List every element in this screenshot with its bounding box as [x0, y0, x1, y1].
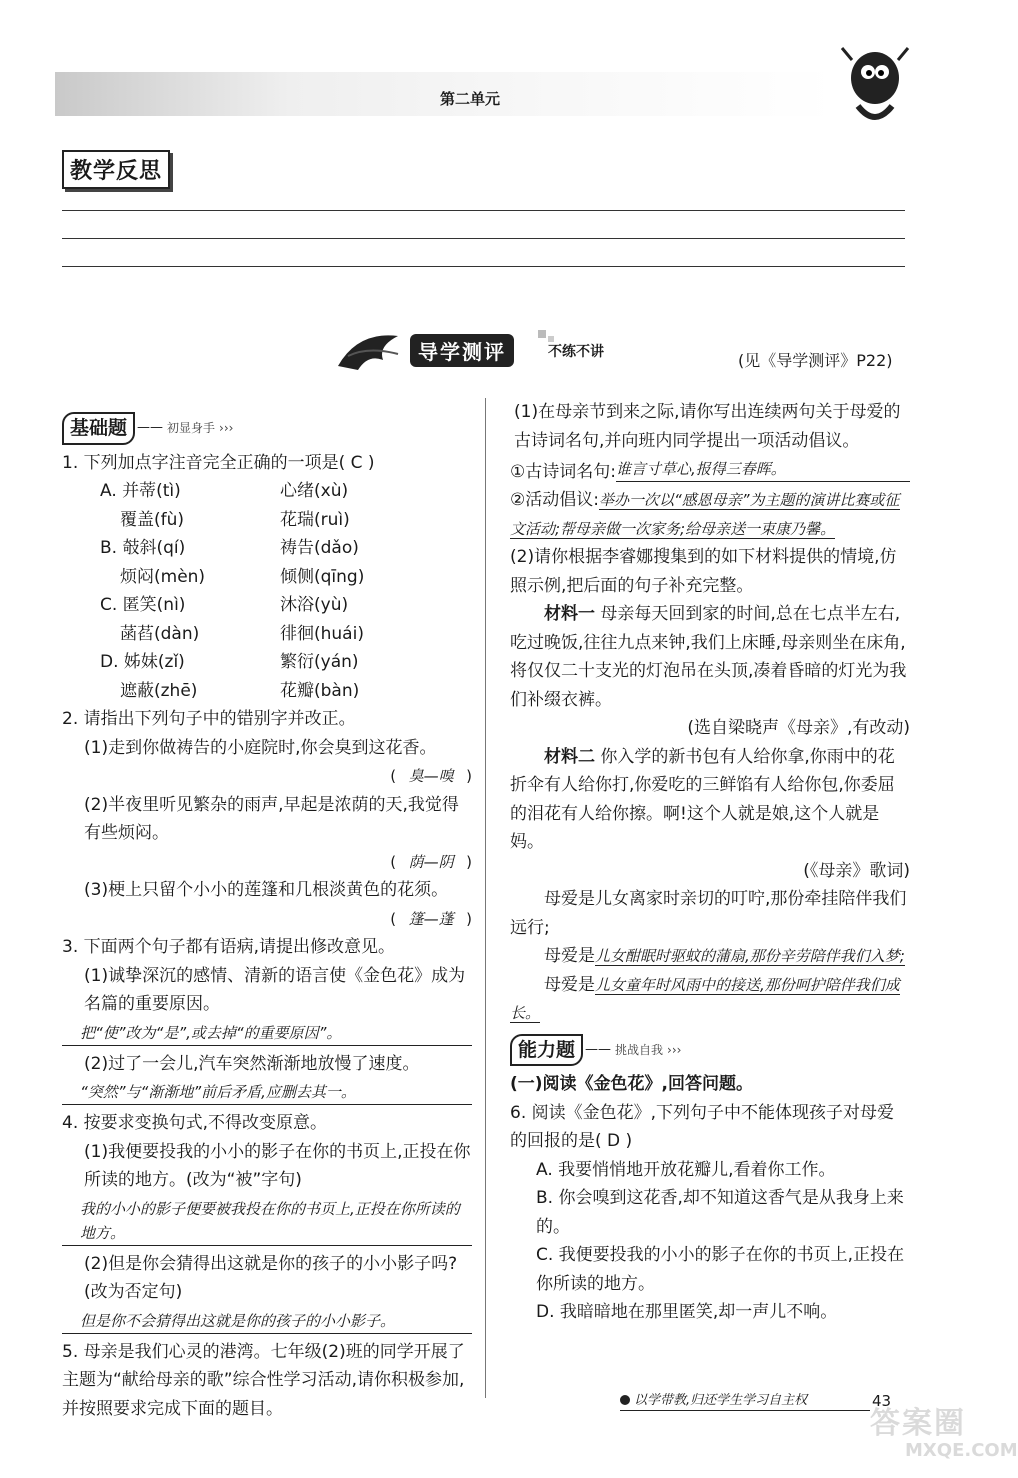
question-6: 6. 阅读《金色花》,下列句子中不能体现孩子对母爱的回报的是( D )	[510, 1102, 895, 1151]
q5-sub-2: (2)请你根据李睿娜搜集到的如下材料提供的情境,仿照示例,把后面的句子补充完整。	[510, 547, 897, 596]
material-1: 材料一 母亲每天回到家的时间,总在七点半左右,吃过晚饭,往往九点来钟,我们上床睡,母亲则坐在床角,将仅仅二十支光的灯泡吊在头顶,凑着昏暗的灯光为我们补缀衣裤。	[510, 604, 907, 710]
footer-slogan: 以学带教,归还学生学习自主权	[634, 1393, 808, 1408]
option-row: C. 匿笑(nì) 沐浴(yù)	[100, 595, 349, 615]
section-dash: ——	[585, 1041, 612, 1057]
q2-sentence-3: (3)梗上只留个小小的莲篷和几根淡黄色的花须。	[84, 880, 449, 900]
mascot-icon	[840, 40, 910, 130]
banner-reference: (见《导学测评》P22)	[738, 351, 893, 370]
option-row: 菡萏(dàn) 徘徊(huái)	[120, 623, 364, 644]
q5-poem-label: ①古诗词名句:	[510, 461, 616, 482]
option-row: 覆盖(fù) 花瑞(ruì)	[120, 509, 350, 530]
q2-answer-2[interactable]: ( 荫—阴 )	[390, 852, 472, 871]
q5-proposal-row	[510, 486, 910, 543]
material-2: 材料二 你入学的新书包有人给你拿,你雨中的花折伞有人给你打,你爱吃的三鲜馅有人给你包,你委屈的泪花有人给你擦。啊!这个人就是娘,这个人就是妈。	[510, 746, 895, 852]
q3-sentence-2: (2)过了一会儿,汽车突然渐渐地放慢了速度。	[84, 1053, 420, 1074]
section-heading-basic	[62, 412, 472, 445]
page-number: 43	[872, 1392, 892, 1410]
q3-answer-1[interactable]: 把“使”改为“是”,或去掉“的重要原因”。	[62, 1021, 472, 1046]
q5-proposal-label: ②活动倡议:	[510, 490, 599, 510]
writing-line[interactable]	[62, 266, 905, 267]
unit-title: 第二单元	[440, 90, 501, 108]
q5-poem-answer[interactable]: 谁言寸草心,报得三春晖。	[616, 457, 910, 482]
option-row: B. 攲斜(qí) 祷告(dǎo)	[100, 538, 359, 558]
writing-line[interactable]	[62, 210, 905, 211]
q2-answer-3[interactable]: ( 篷—蓬 )	[390, 909, 472, 928]
question-4: 4. 按要求变换句式,不得改变原意。	[62, 1113, 328, 1133]
q2-sentence-1: (1)走到你做祷告的小庭院时,你会臭到这花香。	[84, 737, 437, 758]
footer-line	[620, 1410, 870, 1411]
section-subtitle: 初显身手	[167, 421, 216, 435]
bullet-icon	[620, 1395, 630, 1405]
watermark-logo: 答案圈	[870, 1406, 966, 1441]
question-3: 3. 下面两个句子都有语病,请提出修改意见。	[62, 937, 396, 957]
q4-sentence-1: (1)我便要投我的小小的影子在你的书页上,正投在你所读的地方。(改为“被”字句)	[84, 1141, 471, 1190]
q2-answer-1[interactable]: ( 臭—嗅 )	[390, 767, 472, 785]
left-column	[62, 410, 472, 1423]
material-2-source: (《母亲》歌词)	[803, 860, 910, 881]
right-column	[510, 398, 910, 1327]
question-2: 2. 请指出下列句子中的错别字并改正。	[62, 709, 356, 729]
fill-sentence-2: 母爱是儿女童年时风雨中的接送,那份呵护陪伴我们成长。	[510, 974, 900, 1022]
chevrons-icon: ›››	[667, 1042, 682, 1057]
fill-sentence-1: 母爱是儿女酣眠时驱蚊的蒲扇,那份辛劳陪伴我们入梦;	[544, 946, 905, 966]
section-heading-ability	[510, 1034, 910, 1067]
q6-option-c: C. 我便要投我的小小的影子在你的书页上,正投在你所读的地方。	[536, 1245, 905, 1294]
option-row: 遮蔽(zhē) 花瓣(bàn)	[120, 680, 360, 701]
question-5: 5. 母亲是我们心灵的港湾。七年级(2)班的同学开展了主题为“献给母亲的歌”综合性学习活动,请你积极参加,并按照要求完成下面的题目。	[62, 1341, 465, 1419]
q6-option-a: A. 我要悄悄地开放花瓣儿,看着你工作。	[536, 1159, 836, 1180]
section-subtitle: 挑战自我	[615, 1042, 664, 1057]
question-1: 1. 下列加点字注音完全正确的一项是( C )	[62, 452, 375, 473]
q5-poem-row	[510, 455, 910, 486]
q3-sentence-1: (1)诚挚深沉的感情、清新的语言使《金色花》成为名篇的重要原因。	[84, 965, 466, 1014]
column-divider	[485, 398, 486, 1398]
option-row: D. 姊妹(zǐ) 繁衍(yán)	[100, 652, 359, 672]
section-dash: ——	[137, 420, 164, 435]
watermark-url: MXQE.COM	[905, 1440, 1018, 1461]
chevrons-icon: ›››	[219, 421, 234, 435]
material-1-source: (选自梁晓声《母亲》,有改动)	[687, 718, 910, 738]
q6-option-b: B. 你会嗅到这花香,却不知道这香气是从我身上来的。	[536, 1188, 904, 1237]
q4-sentence-2: (2)但是你会猜得出这就是你的孩子的小小影子吗?(改为否定句)	[84, 1253, 458, 1302]
part-a-title: (一)阅读《金色花》,回答问题。	[510, 1074, 753, 1094]
q6-option-d: D. 我暗暗地在那里匿笑,却一声儿不响。	[536, 1302, 838, 1322]
banner-subtitle: 不练不讲	[548, 344, 604, 360]
q5-proposal-answer[interactable]: 举办一次以“感恩母亲”为主题的演讲比赛或征文活动;帮母亲做一次家务;给母亲送一束康乃馨。	[510, 491, 900, 538]
option-row: A. 并蒂(tì) 心绪(xù)	[100, 481, 349, 501]
example-sentence: 母爱是儿女离家时亲切的叮咛,那份牵挂陪伴我们远行;	[510, 889, 907, 938]
writing-line[interactable]	[62, 238, 905, 239]
q5-sub-1: (1)在母亲节到来之际,请你写出连续两句关于母爱的古诗词名句,并向班内同学提出一项活动倡议。	[514, 402, 901, 451]
section-tag: 能力题	[510, 1034, 583, 1067]
banner-title: 导学测评	[410, 334, 514, 367]
q3-answer-2[interactable]: “突然”与“渐渐地”前后矛盾,应删去其一。	[62, 1080, 472, 1105]
q4-answer-2[interactable]: 但是你不会猜得出这就是你的孩子的小小影子。	[62, 1309, 472, 1334]
option-row: 烦闷(mèn) 倾侧(qīng)	[120, 566, 365, 587]
section-tag: 基础题	[62, 412, 135, 445]
q4-answer-1[interactable]: 我的小小的影子便要被我投在你的书页上,正投在你所读的地方。	[62, 1197, 472, 1246]
q2-sentence-2: (2)半夜里听见繁杂的雨声,早起是浓荫的天,我觉得有些烦闷。	[84, 794, 459, 843]
reflection-label: 教学反思	[62, 150, 170, 189]
